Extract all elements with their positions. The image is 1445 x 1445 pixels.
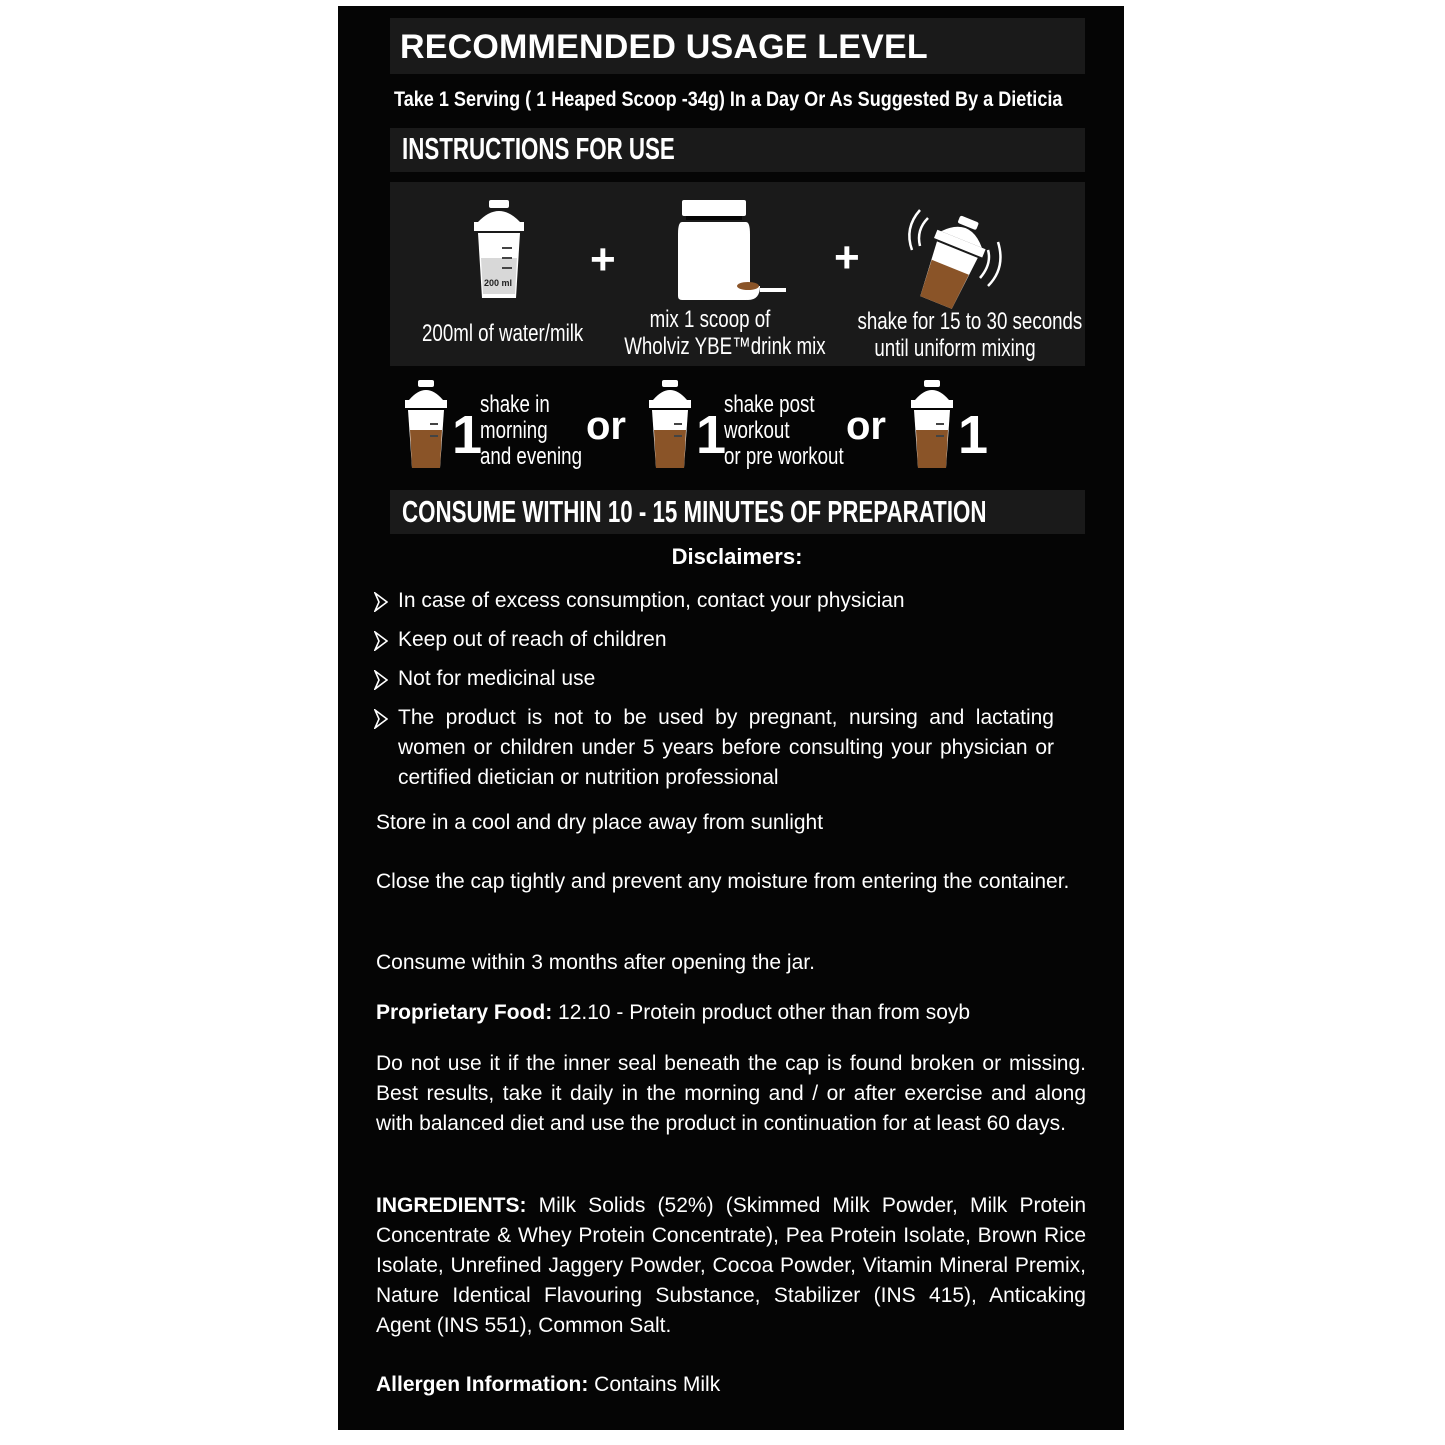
instructions-title: INSTRUCTIONS FOR USE — [402, 131, 675, 166]
page-title: RECOMMENDED USAGE LEVEL — [400, 28, 928, 66]
proprietary-food: Proprietary Food: 12.10 - Protein product other than from soyb — [376, 1001, 971, 1024]
plus-sign: + — [834, 233, 860, 282]
shaker-water-icon — [472, 200, 526, 300]
plus-sign: + — [590, 235, 616, 284]
shaking-shaker-icon — [898, 198, 1008, 308]
chocolate-shake-icon — [648, 380, 692, 470]
shake-count: 1 — [958, 405, 989, 465]
consume-after-opening-text: Consume within 3 months after opening the jar. — [376, 951, 815, 974]
storage-text: Store in a cool and dry place away from sunlight — [376, 811, 824, 834]
disclaimer-item: Not for medicinal use — [374, 664, 1054, 694]
step3-caption: shake for 15 to 30 seconds until uniform mixing — [857, 308, 1083, 362]
cup-measure-label: 200 ml — [483, 278, 513, 288]
or-separator: or — [586, 404, 626, 448]
disclaimer-item: The product is not to be used by pregnant, nursing and lactating women or children under 5 years before consulting your physician or certified dietician or nutrition professional — [374, 703, 1054, 793]
or-separator: or — [846, 404, 886, 448]
arrow-bullet-icon — [374, 709, 388, 729]
disclaimer-item: In case of excess consumption, contact your physician — [374, 586, 1054, 616]
consume-banner: CONSUME WITHIN 10 - 15 MINUTES OF PREPARATION — [402, 494, 987, 529]
step2-caption: mix 1 scoop of Wholviz YBE™drink mix — [624, 306, 826, 360]
arrow-bullet-icon — [374, 592, 388, 612]
disclaimers-title: Disclaimers: — [671, 544, 803, 569]
shake-count: 1 — [452, 405, 483, 465]
label-panel — [338, 6, 1124, 1430]
allergen-info: Allergen Information: Contains Milk — [376, 1373, 721, 1396]
arrow-bullet-icon — [374, 670, 388, 690]
serving-text: Take 1 Serving ( 1 Heaped Scoop -34g) In a Day Or As Suggested By a Dieticia — [394, 88, 1063, 111]
shake-count: 1 — [696, 405, 727, 465]
ingredients: INGREDIENTS: Milk Solids (52%) (Skimmed Milk Powder, Milk Protein Concentrate & Whey Protein Concentrate), Pea Protein Isolate, Brown Rice Isolate, Unrefined Jaggery Powder, Cocoa Powder, Vitamin Mineral Premix, Nature Identical Flavouring Substance, Stabilizer (INS 415), Anticaking Agent (INS 551), Common Salt. — [376, 1194, 1086, 1337]
chocolate-shake-icon — [910, 380, 954, 470]
shake-option-workout: shake post workout or pre workout — [724, 391, 844, 470]
directions-text: Do not use it if the inner seal beneath the cap is found broken or missing. Best results, take it daily in the morning and / or after exercise and along with balanced diet and use the product in continuation for at least 60 days. — [376, 1052, 1086, 1135]
disclaimer-item: Keep out of reach of children — [374, 625, 1054, 655]
protein-jar-icon — [676, 200, 786, 310]
shake-option-morning: shake in morning and evening — [480, 391, 583, 470]
step1-caption: 200ml of water/milk — [422, 320, 584, 347]
close-cap-text: Close the cap tightly and prevent any moisture from entering the container. — [376, 870, 1070, 893]
chocolate-shake-icon — [404, 380, 448, 470]
arrow-bullet-icon — [374, 631, 388, 651]
